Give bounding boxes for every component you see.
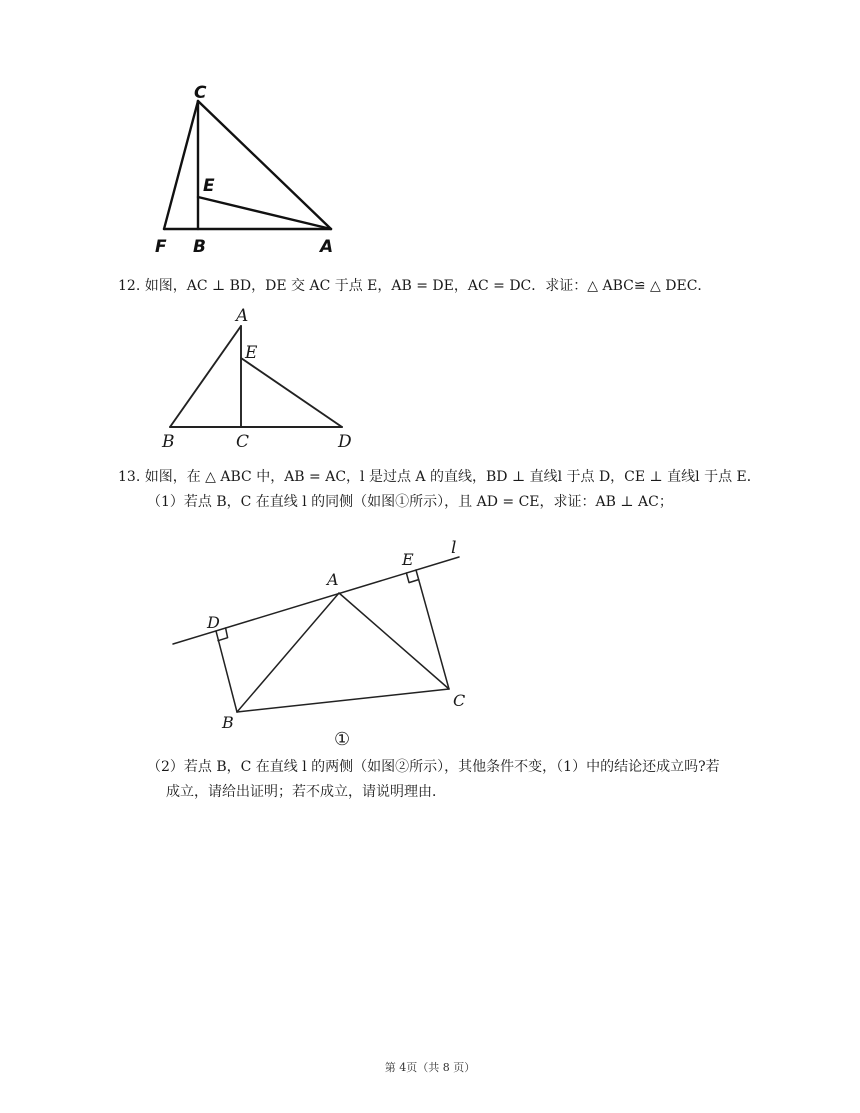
question-13-part-2-line-2: 成立，请给出证明；若不成立，请说明理由． xyxy=(166,784,446,800)
page-footer: 第 4页（共 8 页） xyxy=(384,1061,476,1074)
label-l: l xyxy=(451,538,457,558)
segment-ea xyxy=(198,197,331,229)
segment-fc xyxy=(164,101,198,229)
question-13-part-2-line-1: （2）若点 B，C 在直线 l 的两侧（如图②所示），其他条件不变，（1）中的结论还成立吗?若 xyxy=(147,759,720,775)
segment-ca xyxy=(198,101,331,229)
segment-ba xyxy=(170,326,241,427)
label-e: E xyxy=(245,343,258,363)
question-13-part-1: （1）若点 B，C 在直线 l 的同侧（如图①所示），且 AD = CE，求证：AB ⊥ AC； xyxy=(147,494,673,510)
segment-ec xyxy=(416,570,449,689)
figure-3-line-l xyxy=(165,530,475,755)
segment-ac xyxy=(339,593,449,689)
label-d: D xyxy=(207,613,220,632)
segment-db xyxy=(216,631,237,712)
label-b: B xyxy=(222,713,234,732)
figure-1-triangle xyxy=(140,78,360,263)
label-c: C xyxy=(194,83,207,103)
label-e: E xyxy=(402,550,414,569)
question-13-stem: 13. 如图，在 △ ABC 中，AB = AC，l 是过点 A 的直线，BD ⊥ 直线l 于点 D，CE ⊥ 直线l 于点 E． xyxy=(118,469,761,485)
segment-bc xyxy=(237,689,449,712)
question-12-text: 12. 如图，AC ⊥ BD，DE 交 AC 于点 E，AB = DE，AC = DC．求证：△ ABC≌ △ DEC． xyxy=(118,278,712,294)
segment-ed xyxy=(241,358,342,427)
label-a: A xyxy=(320,237,334,257)
label-d: D xyxy=(338,432,352,452)
figure-2-triangles xyxy=(150,300,370,455)
label-e: E xyxy=(203,176,215,196)
label-a: A xyxy=(327,570,339,589)
label-f: F xyxy=(155,237,167,257)
figure-caption: ① xyxy=(334,729,351,750)
label-c: C xyxy=(236,432,250,452)
label-b: B xyxy=(193,237,206,257)
label-a: A xyxy=(236,306,249,326)
label-b: B xyxy=(162,432,175,452)
segment-ab xyxy=(237,593,339,712)
label-c: C xyxy=(453,691,466,710)
